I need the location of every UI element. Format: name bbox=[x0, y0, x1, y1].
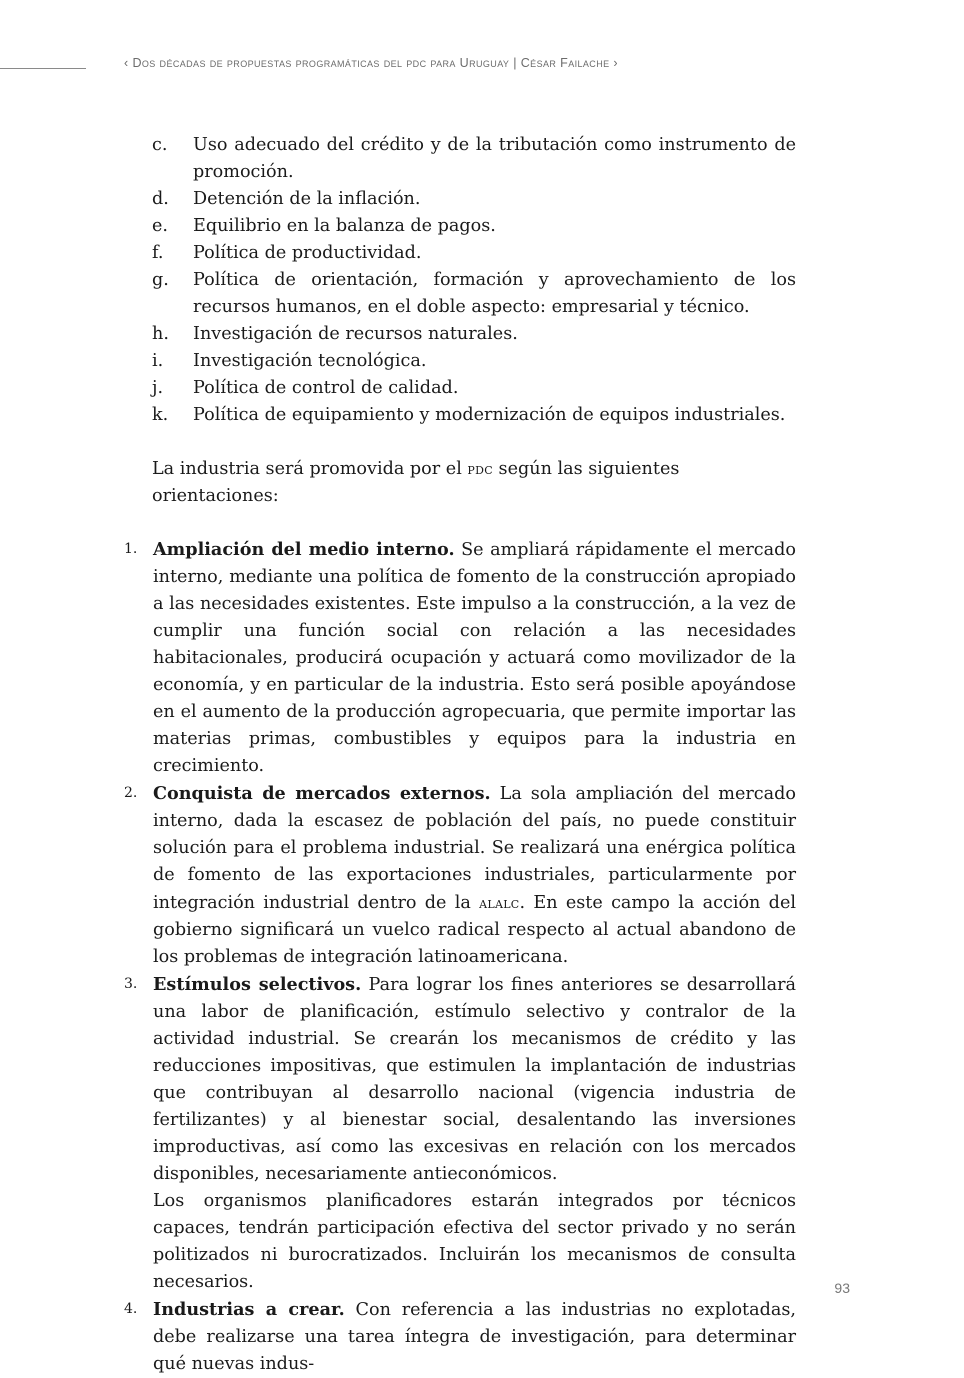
list-marker: f. bbox=[152, 243, 164, 263]
header-separator: | bbox=[509, 56, 521, 70]
numbered-item-paragraph bbox=[153, 971, 796, 1188]
list-item-text: Política de control de calidad. bbox=[193, 378, 459, 398]
page-body bbox=[124, 132, 796, 1378]
item-heading: Ampliación del medio interno. bbox=[153, 539, 455, 560]
list-marker: 1. bbox=[124, 541, 138, 557]
numbered-item-paragraph bbox=[153, 780, 796, 971]
list-marker: 2. bbox=[124, 785, 138, 801]
numbered-item bbox=[124, 971, 796, 1296]
list-item-text: Política de orientación, formación y aprovechamiento de los recursos humanos, en el doble aspecto: empresarial y técnico. bbox=[193, 270, 796, 317]
list-item bbox=[124, 375, 796, 402]
list-item-text: Equilibrio en la balanza de pagos. bbox=[193, 216, 496, 236]
list-item-text: Política de productividad. bbox=[193, 243, 422, 263]
numbered-item-body bbox=[153, 1296, 796, 1378]
header-close-mark: › bbox=[609, 56, 618, 70]
numbered-item-paragraph bbox=[153, 1296, 796, 1378]
numbered-item-body bbox=[153, 536, 796, 780]
list-item bbox=[124, 267, 796, 321]
list-item bbox=[124, 213, 796, 240]
list-item bbox=[124, 132, 796, 186]
item-text: La sola ampliación del mercado interno, dada la escasez de población del país, no puede constituir solución para el problema industrial. Se realizará una enérgica política de fomento de las exportaciones industriales, particularmente por integración industrial dentro de la bbox=[153, 784, 796, 913]
item-text: Para lograr los fines anteriores se desarrollará una labor de planificación, estímulo selectivo y contralor de la actividad industrial. Se crearán los mecanismos de crédito y las reducciones impositivas, que estimulen la implantación de industrias que contribuyan al desarrollo nacional (vigencia industria de fertilizantes) y al bienestar social, desalentando las inversiones improductivas, así como las excesivas en relación con los mercados disponibles, necesariamente antieconómicos. bbox=[153, 975, 796, 1184]
list-item-text: Uso adecuado del crédito y de la tributación como instrumento de promoción. bbox=[193, 135, 796, 182]
alpha-list bbox=[124, 132, 796, 429]
numbered-item-body bbox=[153, 780, 796, 971]
list-item bbox=[124, 402, 796, 429]
list-item bbox=[124, 240, 796, 267]
item-text-continued: . En este campo la acción del gobierno significará un vuelco radical respecto al actual abandono de los problemas de integración latinoamericana. bbox=[153, 893, 796, 967]
list-marker: 4. bbox=[124, 1301, 138, 1317]
intro-text-before: La industria será promovida por el bbox=[152, 459, 468, 479]
list-item bbox=[124, 321, 796, 348]
list-marker: k. bbox=[152, 405, 169, 425]
page-number: 93 bbox=[834, 1280, 850, 1296]
list-item-text: Investigación de recursos naturales. bbox=[193, 324, 518, 344]
numbered-item bbox=[124, 1296, 796, 1378]
intro-text-after: según las siguientes orientaciones: bbox=[152, 459, 680, 506]
list-item-text: Detención de la inflación. bbox=[193, 189, 421, 209]
list-marker: j. bbox=[152, 378, 164, 398]
list-marker: e. bbox=[152, 216, 169, 236]
list-item bbox=[124, 186, 796, 213]
item-text: Con referencia a las industrias no explotadas, debe realizarse una tarea íntegra de investigación, para determinar qué nuevas indus- bbox=[153, 1300, 796, 1374]
numbered-item-paragraph-2: Los organismos planificadores estarán integrados por técnicos capaces, tendrán participación efectiva del sector privado y no serán politizados ni burocratizados. Incluirán los mecanismos de consulta necesarios. bbox=[153, 1191, 796, 1292]
numbered-item-paragraph bbox=[153, 536, 796, 780]
item-acronym: alalc bbox=[479, 893, 520, 912]
item-text: Se ampliará rápidamente el mercado interno, mediante una política de fomento de la construcción apropiado a las necesidades existentes. Este impulso a la construcción, a la vez de cumplir una función social con relación a las necesidades habitacionales, producirá ocupación y actuará como movilizador de la economía, y en particular de la industria. Esto será posible apoyándose en el aumento de la producción agropecuaria, que permite importar las materias primas, combustibles y equipos para la industria en crecimiento. bbox=[153, 540, 797, 776]
item-heading: Conquista de mercados externos. bbox=[153, 783, 491, 804]
list-marker: i. bbox=[152, 351, 164, 371]
numbered-item bbox=[124, 536, 796, 780]
header-rule bbox=[0, 68, 86, 69]
list-item-text: Política de equipamiento y modernización de equipos industriales. bbox=[193, 405, 786, 425]
header-open-mark: ‹ bbox=[124, 56, 133, 70]
running-header bbox=[124, 56, 884, 70]
list-marker: h. bbox=[152, 324, 169, 344]
header-author: César Failache bbox=[520, 56, 610, 70]
list-marker: d. bbox=[152, 189, 169, 209]
numbered-item bbox=[124, 780, 796, 971]
header-title: Dos décadas de propuestas programáticas del pdc para Uruguay bbox=[132, 56, 510, 70]
list-marker: g. bbox=[152, 270, 169, 290]
list-item-text: Investigación tecnológica. bbox=[193, 351, 427, 371]
intro-acronym: pdc bbox=[467, 459, 493, 478]
intro-paragraph bbox=[152, 455, 796, 510]
item-heading: Industrias a crear. bbox=[153, 1299, 345, 1320]
list-marker: 3. bbox=[124, 976, 138, 992]
list-item bbox=[124, 348, 796, 375]
numbered-list bbox=[124, 536, 796, 1378]
list-marker: c. bbox=[152, 135, 168, 155]
numbered-item-body bbox=[153, 971, 796, 1296]
item-heading: Estímulos selectivos. bbox=[153, 974, 362, 995]
